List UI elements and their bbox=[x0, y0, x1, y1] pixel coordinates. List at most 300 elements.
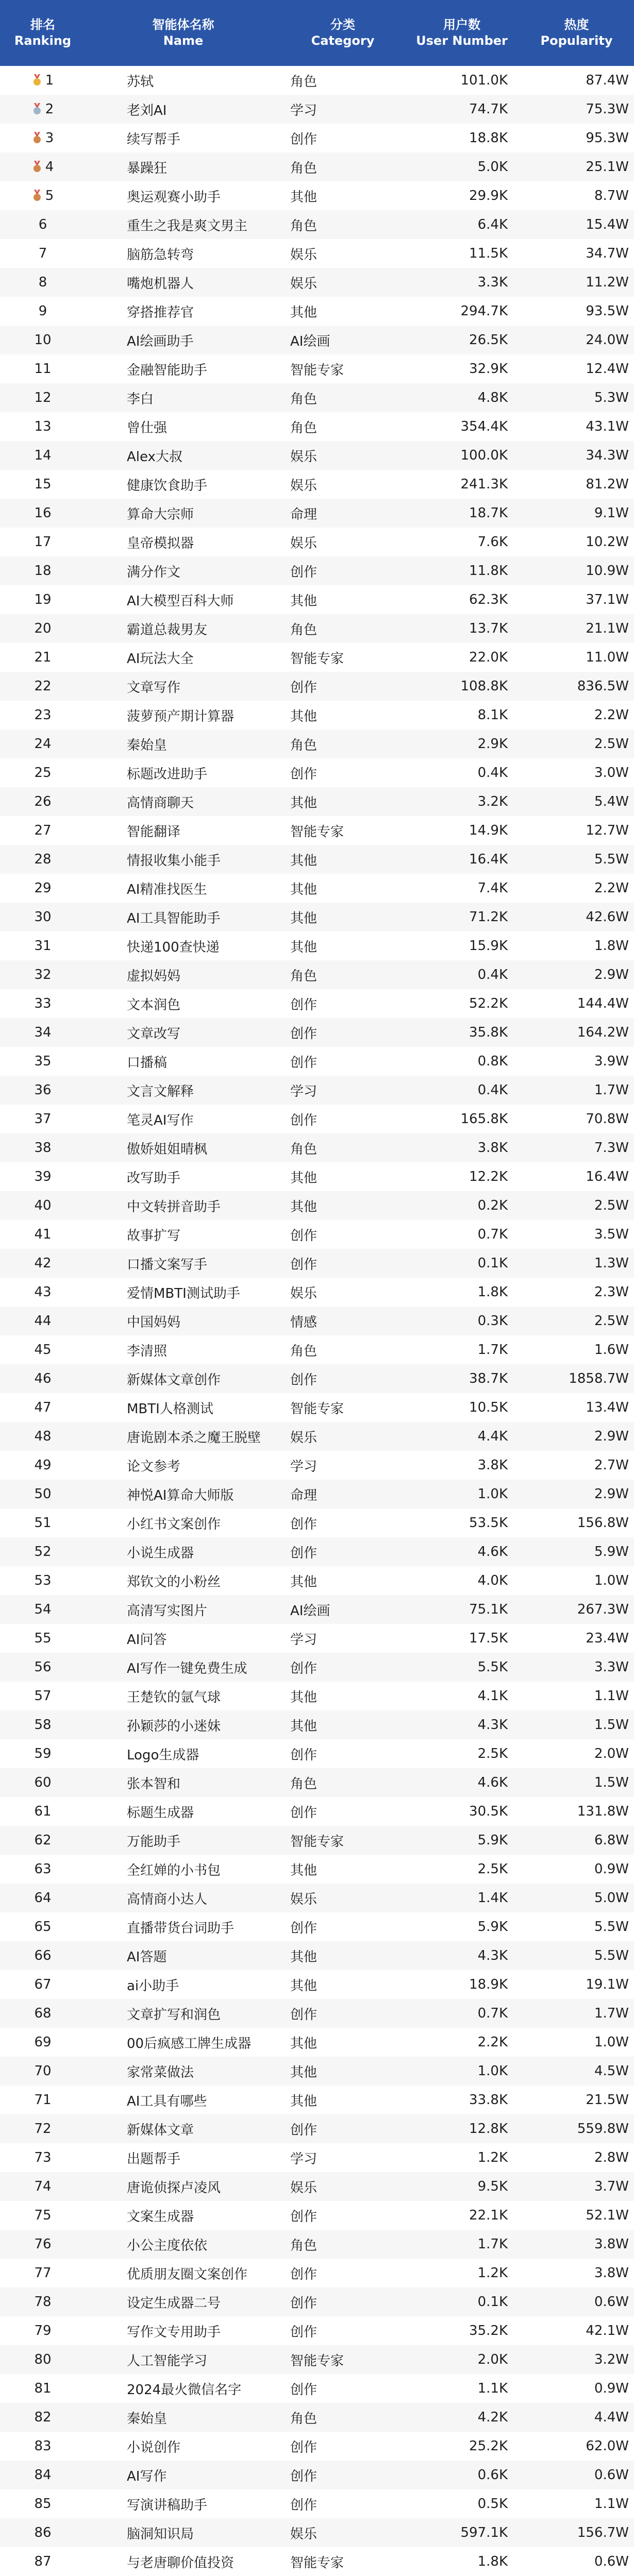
category: 创作 bbox=[290, 1055, 318, 1071]
user-count-cell bbox=[405, 1162, 519, 1191]
agent-name-cell bbox=[86, 383, 281, 412]
popularity: 5.4W bbox=[594, 794, 629, 809]
rank-number: 16 bbox=[34, 505, 52, 521]
user-count-cell bbox=[405, 239, 519, 268]
agent-name-cell bbox=[86, 210, 281, 239]
agent-name-cell bbox=[86, 441, 281, 470]
table-row bbox=[0, 1826, 634, 1855]
popularity-cell bbox=[519, 499, 634, 528]
table-row bbox=[0, 210, 634, 239]
table-row bbox=[0, 1537, 634, 1566]
agent-name: 写作文专用助手 bbox=[127, 2324, 221, 2340]
rank-number: 38 bbox=[34, 1140, 52, 1156]
table-row bbox=[0, 758, 634, 787]
user-count: 4.4K bbox=[477, 1429, 508, 1444]
agent-name: 新媒体文章 bbox=[127, 2122, 194, 2138]
agent-name-cell bbox=[86, 614, 281, 643]
table-row bbox=[0, 1191, 634, 1220]
user-count: 3.3K bbox=[477, 275, 508, 290]
category-cell bbox=[281, 1884, 405, 1912]
popularity: 1.1W bbox=[594, 2496, 629, 2512]
user-count-cell bbox=[405, 2461, 519, 2489]
category: 娱乐 bbox=[290, 276, 318, 292]
agent-name: 满分作文 bbox=[127, 564, 181, 580]
table-row bbox=[0, 66, 634, 95]
table-row bbox=[0, 181, 634, 210]
popularity: 12.7W bbox=[586, 823, 629, 838]
rank-number: 51 bbox=[34, 1515, 52, 1531]
popularity: 37.1W bbox=[586, 592, 629, 607]
agent-name: 虚拟妈妈 bbox=[127, 968, 181, 984]
rank-number: 2 bbox=[45, 101, 54, 117]
popularity: 93.5W bbox=[586, 303, 629, 319]
popularity: 0.6W bbox=[594, 2467, 629, 2483]
category: 娱乐 bbox=[290, 1430, 318, 1446]
user-count-cell bbox=[405, 1710, 519, 1739]
table-row bbox=[0, 354, 634, 383]
popularity: 9.1W bbox=[594, 505, 629, 521]
user-count-cell bbox=[405, 1451, 519, 1480]
user-count-cell bbox=[405, 2345, 519, 2374]
popularity-cell bbox=[519, 2316, 634, 2345]
rank-cell bbox=[0, 1624, 86, 1653]
rank-number: 10 bbox=[34, 332, 52, 348]
agent-name-cell bbox=[86, 2028, 281, 2057]
agent-name: 标题生成器 bbox=[127, 1805, 194, 1821]
popularity: 16.4W bbox=[586, 1169, 629, 1184]
popularity-cell bbox=[519, 1133, 634, 1162]
rank-cell bbox=[0, 2230, 86, 2259]
category-cell bbox=[281, 1133, 405, 1162]
rank-number: 12 bbox=[34, 390, 52, 405]
rank-number: 81 bbox=[34, 2381, 52, 2396]
agent-name: 高情商聊天 bbox=[127, 795, 194, 811]
table-row bbox=[0, 787, 634, 816]
table-row bbox=[0, 2086, 634, 2114]
agent-name-cell bbox=[86, 2172, 281, 2201]
rank-number: 25 bbox=[34, 765, 52, 781]
agent-name: 穿搭推荐官 bbox=[127, 304, 194, 320]
popularity: 3.8W bbox=[594, 2265, 629, 2281]
rank-number: 19 bbox=[34, 592, 52, 607]
user-count: 4.2K bbox=[477, 2410, 508, 2425]
agent-name: 傲娇姐姐晴枫 bbox=[127, 1141, 208, 1157]
rank-number: 44 bbox=[34, 1313, 52, 1329]
rank-cell bbox=[0, 1912, 86, 1941]
agent-name: 直播带货台词助手 bbox=[127, 1920, 235, 1936]
agent-name: 与老唐聊价值投资 bbox=[127, 2555, 235, 2571]
category-cell bbox=[281, 874, 405, 903]
category-cell bbox=[281, 2259, 405, 2287]
rank-number: 45 bbox=[34, 1342, 52, 1358]
agent-name: Logo生成器 bbox=[127, 1747, 199, 1763]
user-count: 1.2K bbox=[477, 2265, 508, 2281]
agent-name-cell bbox=[86, 152, 281, 181]
popularity-cell bbox=[519, 730, 634, 758]
rank-number: 65 bbox=[34, 1919, 52, 1935]
category-cell bbox=[281, 672, 405, 701]
category: 其他 bbox=[290, 189, 318, 205]
user-count-cell bbox=[405, 1278, 519, 1307]
user-count: 9.5K bbox=[477, 2179, 508, 2194]
user-count: 52.2K bbox=[469, 996, 508, 1011]
agent-name: 健康饮食助手 bbox=[127, 478, 208, 494]
user-count-cell bbox=[405, 2143, 519, 2172]
popularity: 1858.7W bbox=[569, 1371, 629, 1386]
rank-cell bbox=[0, 614, 86, 643]
table-row bbox=[0, 2028, 634, 2057]
category-cell bbox=[281, 989, 405, 1018]
popularity: 70.8W bbox=[586, 1111, 629, 1127]
agent-name: 爱情MBTI测试助手 bbox=[127, 1285, 240, 1301]
agent-name: 神悦AI算命大师版 bbox=[127, 1487, 234, 1503]
popularity: 52.1W bbox=[586, 2208, 629, 2223]
agent-name: 文章扩写和润色 bbox=[127, 2007, 221, 2023]
category-cell bbox=[281, 95, 405, 124]
table-row bbox=[0, 1047, 634, 1076]
rank-cell bbox=[0, 2086, 86, 2114]
user-count-cell bbox=[405, 2028, 519, 2057]
agent-name: 秦始皇 bbox=[127, 2411, 168, 2427]
category: 角色 bbox=[290, 737, 318, 753]
user-count: 0.1K bbox=[477, 1256, 508, 1271]
rank-cell bbox=[0, 874, 86, 903]
user-count-cell bbox=[405, 2316, 519, 2345]
category: AI绘画 bbox=[290, 1603, 330, 1619]
category: 创作 bbox=[290, 1545, 318, 1561]
agent-name-cell bbox=[86, 124, 281, 152]
popularity: 12.4W bbox=[586, 361, 629, 377]
category-cell bbox=[281, 1970, 405, 1999]
category-cell bbox=[281, 297, 405, 326]
category: 命理 bbox=[290, 506, 318, 522]
category-cell bbox=[281, 412, 405, 441]
popularity: 2.2W bbox=[594, 880, 629, 896]
category: 创作 bbox=[290, 1257, 318, 1273]
user-count-cell bbox=[405, 1826, 519, 1855]
user-count: 0.7K bbox=[477, 1227, 508, 1242]
silver-medal-icon bbox=[32, 103, 42, 115]
rank-number: 30 bbox=[34, 909, 52, 925]
rank-cell bbox=[0, 787, 86, 816]
rank-number: 53 bbox=[34, 1573, 52, 1588]
rank-cell bbox=[0, 2259, 86, 2287]
rank-number: 13 bbox=[34, 419, 52, 434]
rank-number: 1 bbox=[45, 73, 54, 88]
category: 创作 bbox=[290, 564, 318, 580]
category-cell bbox=[281, 1653, 405, 1682]
popularity: 164.2W bbox=[577, 1025, 629, 1040]
popularity: 23.4W bbox=[586, 1631, 629, 1646]
category: 娱乐 bbox=[290, 535, 318, 551]
rank-cell bbox=[0, 412, 86, 441]
user-count-cell bbox=[405, 1249, 519, 1278]
popularity-cell bbox=[519, 2403, 634, 2432]
category-cell bbox=[281, 758, 405, 787]
table-row bbox=[0, 1364, 634, 1393]
table-row bbox=[0, 1133, 634, 1162]
user-count-cell bbox=[405, 1768, 519, 1797]
popularity-cell bbox=[519, 1451, 634, 1480]
table-row bbox=[0, 1912, 634, 1941]
category: 角色 bbox=[290, 74, 318, 90]
rank-number: 27 bbox=[34, 823, 52, 838]
popularity: 1.5W bbox=[594, 1717, 629, 1733]
category: 其他 bbox=[290, 882, 318, 897]
rank-number: 8 bbox=[38, 275, 47, 290]
table-row bbox=[0, 1105, 634, 1133]
agent-name: 新媒体文章创作 bbox=[127, 1372, 221, 1388]
category-cell bbox=[281, 1220, 405, 1249]
agent-name-cell bbox=[86, 2143, 281, 2172]
rank-cell bbox=[0, 1710, 86, 1739]
rank-number: 62 bbox=[34, 1833, 52, 1848]
rank-cell bbox=[0, 2172, 86, 2201]
user-count: 8.1K bbox=[477, 707, 508, 723]
popularity: 2.5W bbox=[594, 1313, 629, 1329]
rank-cell bbox=[0, 585, 86, 614]
rank-cell bbox=[0, 2114, 86, 2143]
user-count: 32.9K bbox=[469, 361, 508, 377]
user-count: 1.1K bbox=[477, 2381, 508, 2396]
category: 角色 bbox=[290, 218, 318, 234]
category-cell bbox=[281, 1105, 405, 1133]
popularity-cell bbox=[519, 1278, 634, 1307]
table-row bbox=[0, 2057, 634, 2086]
user-count: 101.0K bbox=[460, 73, 508, 88]
agent-name: 秦始皇 bbox=[127, 737, 168, 753]
table-row bbox=[0, 1739, 634, 1768]
category: 娱乐 bbox=[290, 2526, 318, 2542]
table-row bbox=[0, 1970, 634, 1999]
popularity-cell bbox=[519, 383, 634, 412]
rank-cell bbox=[0, 701, 86, 730]
category-cell bbox=[281, 1537, 405, 1566]
agent-name: 标题改进助手 bbox=[127, 766, 208, 782]
rank-number: 76 bbox=[34, 2236, 52, 2252]
popularity: 87.4W bbox=[586, 73, 629, 88]
rank-number: 18 bbox=[34, 563, 52, 579]
agent-name-cell bbox=[86, 1133, 281, 1162]
agent-name-cell bbox=[86, 845, 281, 874]
rank-number: 56 bbox=[34, 1659, 52, 1675]
popularity-cell bbox=[519, 1018, 634, 1047]
table-row bbox=[0, 2403, 634, 2432]
popularity: 3.3W bbox=[594, 1659, 629, 1675]
user-count-cell bbox=[405, 1307, 519, 1335]
popularity-cell bbox=[519, 2287, 634, 2316]
agent-name-cell bbox=[86, 239, 281, 268]
popularity: 1.3W bbox=[594, 1256, 629, 1271]
table-row bbox=[0, 1653, 634, 1682]
popularity: 25.1W bbox=[586, 159, 629, 175]
popularity: 21.5W bbox=[586, 2092, 629, 2108]
category-cell bbox=[281, 1509, 405, 1537]
rank-number: 61 bbox=[34, 1804, 52, 1819]
category: 创作 bbox=[290, 1372, 318, 1388]
category: 创作 bbox=[290, 1112, 318, 1128]
category-cell bbox=[281, 181, 405, 210]
popularity-cell bbox=[519, 1739, 634, 1768]
table-row bbox=[0, 95, 634, 124]
category-cell bbox=[281, 1624, 405, 1653]
agent-name-cell bbox=[86, 1076, 281, 1105]
agent-name-cell bbox=[86, 1537, 281, 1566]
popularity-cell bbox=[519, 412, 634, 441]
popularity: 836.5W bbox=[577, 679, 629, 694]
popularity: 2.7W bbox=[594, 1458, 629, 1473]
agent-name: 苏轼 bbox=[127, 74, 154, 90]
popularity: 11.0W bbox=[586, 650, 629, 665]
agent-name-cell bbox=[86, 1710, 281, 1739]
user-count: 13.7K bbox=[469, 621, 508, 636]
table-row bbox=[0, 2287, 634, 2316]
agent-name: 算命大宗师 bbox=[127, 506, 194, 522]
header-category-label: 分类 bbox=[330, 18, 355, 32]
table-row bbox=[0, 383, 634, 412]
popularity: 3.5W bbox=[594, 1227, 629, 1242]
user-count: 6.4K bbox=[477, 217, 508, 232]
popularity: 19.1W bbox=[586, 1977, 629, 1992]
category: 智能专家 bbox=[290, 2353, 344, 2369]
rank-number: 11 bbox=[34, 361, 52, 377]
rank-cell bbox=[0, 1422, 86, 1451]
user-count-cell bbox=[405, 528, 519, 556]
popularity-cell bbox=[519, 1566, 634, 1595]
popularity-cell bbox=[519, 2230, 634, 2259]
category: 角色 bbox=[290, 968, 318, 984]
rank-number: 40 bbox=[34, 1198, 52, 1213]
popularity-cell bbox=[519, 239, 634, 268]
agent-name-cell bbox=[86, 2461, 281, 2489]
agent-name-cell bbox=[86, 2086, 281, 2114]
user-count: 29.9K bbox=[469, 188, 508, 204]
rank-cell bbox=[0, 2345, 86, 2374]
rank-cell bbox=[0, 441, 86, 470]
category: AI绘画 bbox=[290, 333, 330, 349]
agent-name: 续写帮手 bbox=[127, 131, 181, 147]
user-count: 10.5K bbox=[469, 1400, 508, 1415]
agent-name-cell bbox=[86, 1566, 281, 1595]
popularity-cell bbox=[519, 181, 634, 210]
table-row bbox=[0, 1855, 634, 1884]
agent-name: 曾仕强 bbox=[127, 420, 168, 436]
rank-cell bbox=[0, 181, 86, 210]
user-count-cell bbox=[405, 1682, 519, 1710]
agent-name-cell bbox=[86, 2374, 281, 2403]
rank-number: 26 bbox=[34, 794, 52, 809]
popularity: 2.5W bbox=[594, 1198, 629, 1213]
category: 创作 bbox=[290, 2439, 318, 2455]
agent-name-cell bbox=[86, 412, 281, 441]
category-cell bbox=[281, 239, 405, 268]
rank-number: 4 bbox=[45, 159, 54, 175]
agent-name-cell bbox=[86, 874, 281, 903]
popularity: 1.5W bbox=[594, 1775, 629, 1790]
user-count-cell bbox=[405, 2114, 519, 2143]
category-cell bbox=[281, 1999, 405, 2028]
popularity: 11.2W bbox=[586, 275, 629, 290]
agent-name: AI精准找医生 bbox=[127, 882, 207, 897]
rank-cell bbox=[0, 1768, 86, 1797]
user-count-cell bbox=[405, 2201, 519, 2230]
table-row bbox=[0, 643, 634, 672]
user-count-cell bbox=[405, 989, 519, 1018]
popularity-cell bbox=[519, 1710, 634, 1739]
category: 创作 bbox=[290, 2209, 318, 2225]
agent-name: 万能助手 bbox=[127, 1834, 181, 1850]
rank-cell bbox=[0, 1047, 86, 1076]
popularity: 0.6W bbox=[594, 2554, 629, 2569]
rank-cell bbox=[0, 1509, 86, 1537]
user-count-cell bbox=[405, 1364, 519, 1393]
rank-cell bbox=[0, 1855, 86, 1884]
table-row bbox=[0, 152, 634, 181]
popularity-cell bbox=[519, 643, 634, 672]
table-row bbox=[0, 1162, 634, 1191]
user-count-cell bbox=[405, 1220, 519, 1249]
category: 智能专家 bbox=[290, 362, 344, 378]
category-cell bbox=[281, 1249, 405, 1278]
popularity-cell bbox=[519, 326, 634, 354]
user-count: 108.8K bbox=[460, 679, 508, 694]
agent-name-cell bbox=[86, 672, 281, 701]
popularity-cell bbox=[519, 701, 634, 730]
user-count-cell bbox=[405, 1624, 519, 1653]
popularity-cell bbox=[519, 2057, 634, 2086]
user-count: 1.0K bbox=[477, 2063, 508, 2079]
category: 娱乐 bbox=[290, 1285, 318, 1301]
rank-cell bbox=[0, 297, 86, 326]
rank-cell bbox=[0, 354, 86, 383]
rank-number: 33 bbox=[34, 996, 52, 1011]
agent-name: 文章改写 bbox=[127, 1026, 181, 1042]
category: 其他 bbox=[290, 2093, 318, 2109]
user-count-cell bbox=[405, 1133, 519, 1162]
agent-name: 金融智能助手 bbox=[127, 362, 208, 378]
category-cell bbox=[281, 2403, 405, 2432]
agent-name: 小公主度依依 bbox=[127, 2238, 208, 2253]
rank-number: 6 bbox=[38, 217, 47, 232]
popularity-cell bbox=[519, 931, 634, 960]
table-row bbox=[0, 1480, 634, 1509]
user-count: 16.4K bbox=[469, 852, 508, 867]
table-row bbox=[0, 124, 634, 152]
agent-name-cell bbox=[86, 2403, 281, 2432]
header-popularity-label: 热度 bbox=[564, 18, 589, 32]
popularity-cell bbox=[519, 2489, 634, 2518]
user-count: 597.1K bbox=[460, 2525, 508, 2540]
rank-cell bbox=[0, 643, 86, 672]
category-cell bbox=[281, 124, 405, 152]
agent-name-cell bbox=[86, 1480, 281, 1509]
category: 其他 bbox=[290, 795, 318, 811]
table-row bbox=[0, 297, 634, 326]
agent-name: 中国妈妈 bbox=[127, 1314, 181, 1330]
user-count: 4.8K bbox=[477, 390, 508, 405]
user-count-cell bbox=[405, 326, 519, 354]
agent-name: AI绘画助手 bbox=[127, 333, 194, 349]
category-cell bbox=[281, 2114, 405, 2143]
user-count-cell bbox=[405, 585, 519, 614]
user-count-cell bbox=[405, 383, 519, 412]
popularity: 24.0W bbox=[586, 332, 629, 348]
rank-cell bbox=[0, 1076, 86, 1105]
popularity: 559.8W bbox=[577, 2121, 629, 2137]
category: 学习 bbox=[290, 1632, 318, 1648]
rank-number: 70 bbox=[34, 2063, 52, 2079]
user-count-cell bbox=[405, 2287, 519, 2316]
